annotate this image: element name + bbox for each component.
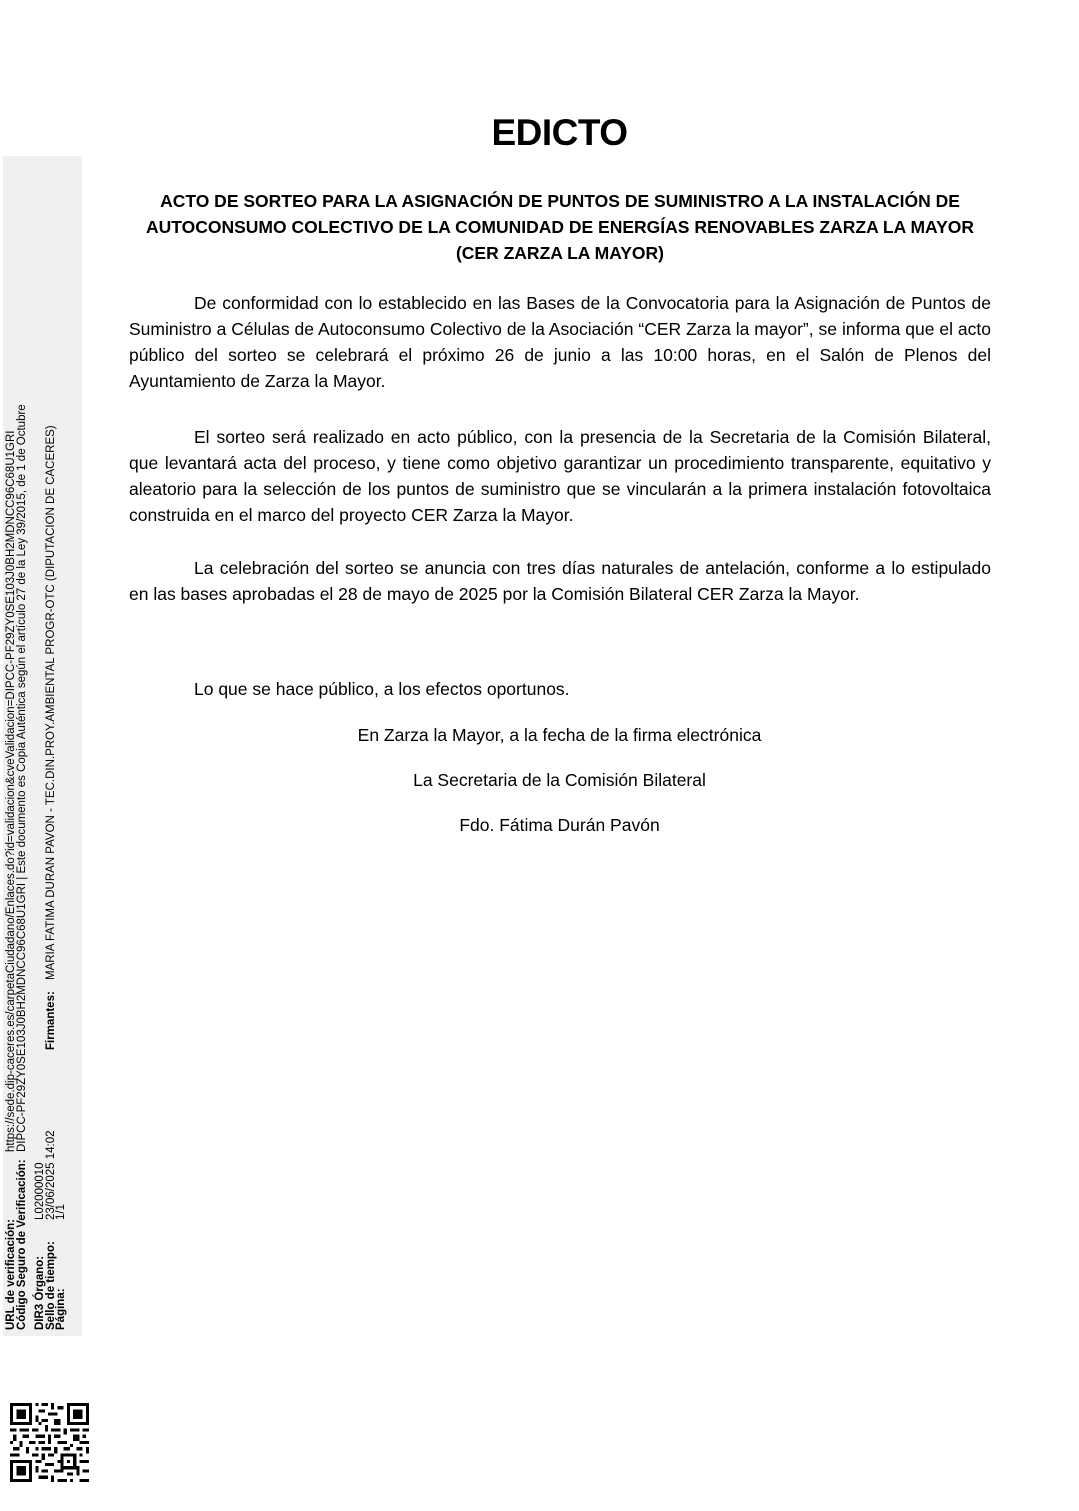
- verification-csv-row: [17, 160, 28, 1330]
- signer-role: La Secretaria de la Comisión Bilateral: [413, 770, 706, 790]
- verification-url-label: URL de verificación:: [5, 1219, 17, 1330]
- spacer: [27, 160, 35, 1330]
- verification-csv-label: Código Seguro de Verificación:: [15, 1159, 28, 1330]
- verification-sello-row: [46, 160, 57, 1330]
- signature: Fdo. Fátima Durán Pavón: [459, 815, 660, 835]
- document-subtitle: [128, 188, 992, 266]
- paragraph-3: La celebración del sorteo se anuncia con tres días naturales de antelación, conforme a lo estipulado en las bases aprobadas el 28 de mayo de 2025 por la Comisión Bilateral CER Zarza la Mayor.: [129, 558, 991, 604]
- verification-url-row: [6, 160, 17, 1330]
- subtitle-line-3: (CER ZARZA LA MAYOR): [455, 243, 665, 263]
- verification-pagina-row: [56, 160, 67, 1330]
- sello-value: 23/06/2025 14:02: [44, 1130, 57, 1220]
- verification-url-link[interactable]: https://sede.dip-caceres.es/carpetaCiudadano/Enlaces.do?id=validacion&cveValidacion=DIPCC-PF29ZY0SE103J0BH2MDNCC96C68U1GRI: [5, 430, 17, 1152]
- verification-block: [6, 160, 67, 1330]
- firmantes-value: MARIA FATIMA DURAN PAVON - TEC.DIN.PROY.AMBIENTAL PROGR-OTC (DIPUTACION DE CACERES): [44, 425, 57, 980]
- place-date: En Zarza la Mayor, a la fecha de la firma electrónica: [357, 725, 762, 745]
- paragraph-2: El sorteo será realizado en acto público, con la presencia de la Secretaria de la Comisión Bilateral, que levantará acta del proceso, y tiene como objetivo garantizar un procedimiento transparente, equitativo y aleatorio para la selección de los puntos de suministro que se vincularán a la primera instalación fotovoltaica construida en el marco del proyecto CER Zarza la Mayor.: [129, 427, 991, 525]
- subtitle-line-1: ACTO DE SORTEO PARA LA ASIGNACIÓN DE PUNTOS DE SUMINISTRO A LA INSTALACIÓN DE: [160, 191, 960, 211]
- paragraph-1: De conformidad con lo establecido en las Bases de la Convocatoria para la Asignación de Puntos de Suministro a Células de Autoconsumo Colectivo de la Asociación “CER Zarza la mayor”, se informa que el acto público del sorteo se celebrará el próximo 26 de junio a las 10:00 horas, en el Salón de Plenos del Ayuntamiento de Zarza la Mayor.: [129, 293, 991, 391]
- pagina-label: Página:: [55, 1288, 68, 1330]
- page-title: EDICTO: [491, 112, 628, 153]
- sello-label: Sello de tiempo:: [44, 1241, 57, 1330]
- qr-code-icon: [10, 1403, 89, 1482]
- pagina-value: 1/1: [55, 1204, 68, 1220]
- organo-value: L02000010: [34, 1162, 47, 1220]
- organo-label: DIR3 Órgano:: [34, 1255, 47, 1330]
- firmantes-label: Firmantes:: [44, 991, 57, 1050]
- subtitle-line-2: AUTOCONSUMO COLECTIVO DE LA COMUNIDAD DE ENERGÍAS RENOVABLES ZARZA LA MAYOR: [145, 217, 975, 237]
- verification-csv-value: DIPCC-PF29ZY0SE103J0BH2MDNCC96C68U1GRI | Este documento es Copia Auténtica según el artículo 27 de la Ley 39/2015, de 1 de Octubre: [15, 404, 28, 1152]
- closing-text: Lo que se hace público, a los efectos oportunos.: [194, 679, 570, 699]
